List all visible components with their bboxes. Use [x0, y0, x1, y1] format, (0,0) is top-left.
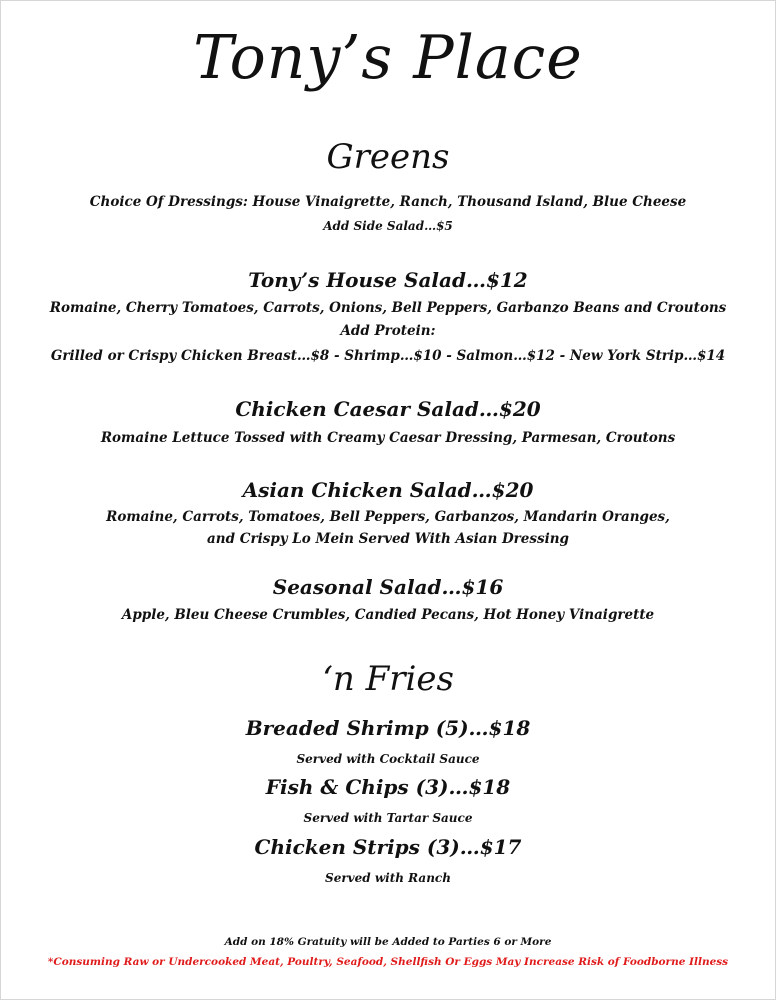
section-heading-fries: ‘n Fries	[322, 659, 454, 699]
protein-options: Grilled or Crispy Chicken Breast…$8 - Shrimp…$10 - Salmon…$12 - New York Strip…$14	[50, 348, 726, 364]
menu-item-seasonal-salad: Seasonal Salad…$16	[272, 575, 504, 599]
menu-item-tonys-house-salad: Tony’s House Salad…$12	[248, 268, 528, 292]
item-description: Served with Tartar Sauce	[303, 811, 473, 825]
item-description: Romaine, Cherry Tomatoes, Carrots, Onions, Bell Peppers, Garbanzo Beans and Croutons	[49, 300, 727, 316]
add-protein-label: Add Protein:	[340, 323, 436, 339]
menu-item-fish-and-chips: Fish & Chips (3)…$18	[265, 775, 511, 799]
gratuity-notice: Add on 18% Gratuity will be Added to Parties 6 or More	[224, 936, 552, 948]
food-safety-warning: *Consuming Raw or Undercooked Meat, Poultry, Seafood, Shellfish Or Eggs May Increase Risk of Foodborne Illness	[47, 956, 729, 968]
menu-item-breaded-shrimp: Breaded Shrimp (5)…$18	[245, 716, 531, 740]
section-heading-greens: Greens	[326, 137, 450, 177]
item-description: Romaine Lettuce Tossed with Creamy Caesar Dressing, Parmesan, Croutons	[100, 430, 676, 446]
item-description: Apple, Bleu Cheese Crumbles, Candied Pecans, Hot Honey Vinaigrette	[121, 607, 655, 623]
item-description: Served with Ranch	[325, 871, 451, 885]
dressings-line: Choice Of Dressings: House Vinaigrette, Ranch, Thousand Island, Blue Cheese	[89, 194, 687, 210]
item-description: and Crispy Lo Mein Served With Asian Dressing	[207, 531, 569, 547]
item-description: Romaine, Carrots, Tomatoes, Bell Peppers, Garbanzos, Mandarin Oranges,	[106, 509, 670, 525]
menu-item-asian-chicken-salad: Asian Chicken Salad…$20	[242, 478, 534, 502]
menu-item-chicken-caesar-salad: Chicken Caesar Salad…$20	[235, 397, 541, 421]
restaurant-title: Tony’s Place	[193, 23, 583, 93]
side-salad-line: Add Side Salad…$5	[323, 219, 453, 233]
item-description: Served with Cocktail Sauce	[296, 752, 480, 766]
menu-item-chicken-strips: Chicken Strips (3)…$17	[254, 835, 522, 859]
